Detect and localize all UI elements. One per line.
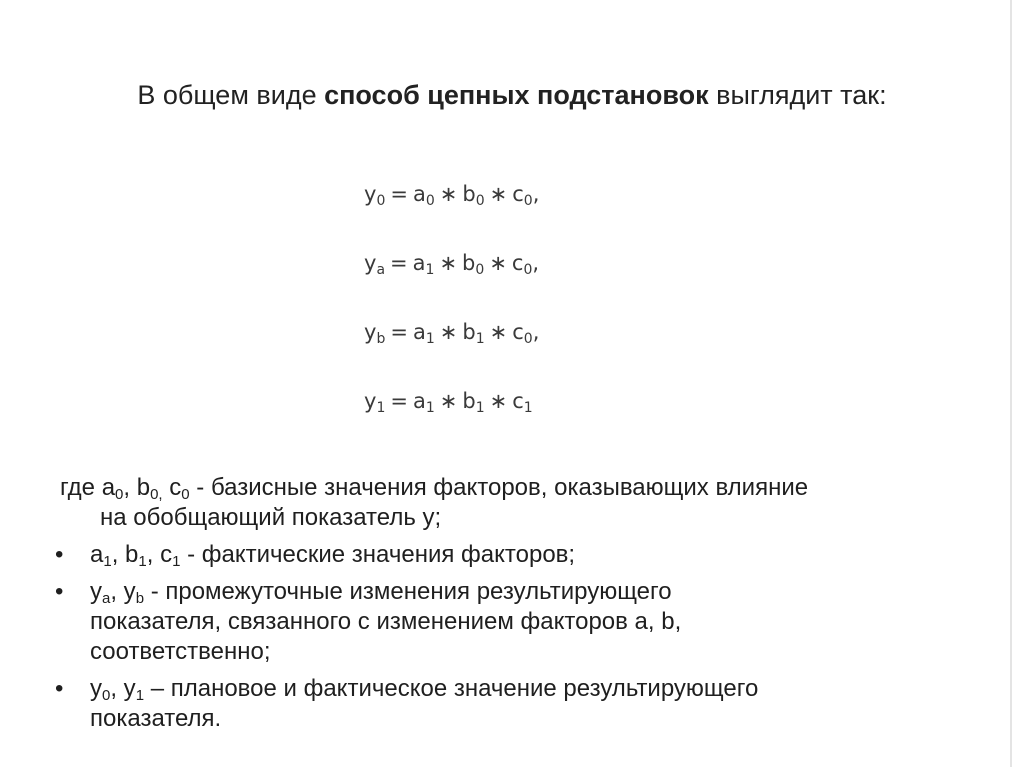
formula-comma: ,: [532, 320, 540, 344]
definition-text: c: [162, 474, 182, 501]
subscript: a: [102, 590, 111, 607]
definition-text: , y: [110, 578, 136, 605]
formula-var: y: [364, 320, 377, 344]
formula-operator: ∗: [439, 182, 458, 206]
formula-var: b: [462, 320, 476, 344]
definition-text: , b: [123, 474, 151, 501]
formula-var: y: [364, 251, 377, 275]
title-suffix: выглядит так:: [708, 80, 887, 110]
formula-subscript: 0: [475, 193, 485, 209]
formula-block: [364, 182, 539, 458]
formula-comma: ,: [532, 251, 540, 275]
formula-line: [364, 182, 539, 251]
definition-text: , y: [110, 675, 136, 702]
formula-var: c: [512, 389, 524, 413]
formula-subscript: 1: [425, 331, 435, 347]
title-bold: способ цепных подстановок: [324, 80, 709, 110]
definition-text: соответственно;: [90, 638, 271, 665]
subscript: 0,: [150, 486, 163, 503]
subscript: 1: [138, 553, 147, 570]
formula-subscript: 0: [475, 262, 485, 278]
definition-item: [55, 577, 985, 667]
formula-equals: =: [390, 182, 408, 206]
formula-line: [364, 389, 539, 458]
definition-text: показателя, связанного с изменением факторов a, b,: [90, 608, 682, 635]
formula-equals: =: [390, 251, 408, 275]
formula-subscript: 1: [475, 331, 485, 347]
definition-text: показателя.: [90, 705, 222, 732]
formula-subscript: 0: [376, 193, 386, 209]
formula-var: a: [412, 389, 426, 413]
formula-operator: ∗: [489, 251, 507, 275]
formula-operator: ∗: [439, 389, 458, 413]
formula-subscript: 1: [376, 400, 386, 416]
formula-comma: ,: [532, 182, 540, 206]
definition-text: a: [90, 541, 104, 568]
title-prefix: В общем виде: [137, 80, 325, 110]
formula-subscript: 1: [523, 400, 533, 416]
definition-continuation: на обобщающий показатель y;: [100, 504, 442, 531]
subscript: 0: [102, 687, 111, 704]
formula-equals: =: [390, 320, 408, 344]
subscript: 1: [135, 687, 145, 704]
formula-var: a: [412, 320, 426, 344]
slide-edge-line: [1010, 0, 1012, 767]
subscript: 1: [172, 553, 181, 570]
formula-var: c: [512, 182, 524, 206]
definition-text: y: [90, 578, 102, 605]
formula-subscript: b: [376, 331, 386, 347]
formula-operator: ∗: [439, 320, 458, 344]
formula-subscript: 0: [523, 193, 533, 209]
formula-operator: ∗: [489, 320, 508, 344]
definition-text: , c: [146, 541, 173, 568]
formula-subscript: 1: [425, 262, 435, 278]
definition-text: y: [90, 675, 102, 702]
definition-item: [55, 674, 985, 734]
formula-var: y: [364, 389, 377, 413]
definition-text: , b: [111, 541, 139, 568]
subscript: 0: [181, 486, 190, 503]
subscript: 0: [115, 486, 124, 503]
definition-text: – плановое и фактическое значение результирующего: [144, 675, 759, 702]
formula-subscript: 1: [425, 400, 435, 416]
definition-text: где a: [60, 474, 116, 501]
bullet-marker: •: [55, 541, 64, 568]
formula-var: c: [511, 251, 524, 275]
formula-operator: ∗: [489, 182, 508, 206]
formula-var: a: [412, 182, 426, 206]
definitions-list: [55, 473, 985, 734]
formula-subscript: 0: [523, 331, 533, 347]
bullet-marker: •: [55, 578, 64, 605]
formula-operator: ∗: [489, 389, 508, 413]
bullet-marker: •: [55, 675, 64, 702]
formula-line: [364, 320, 539, 389]
slide-title: [0, 78, 1024, 112]
formula-var: a: [412, 251, 426, 275]
subscript: b: [135, 590, 145, 607]
formula-var: b: [462, 251, 476, 275]
formula-operator: ∗: [439, 251, 458, 275]
formula-line: [364, 251, 539, 320]
formula-var: b: [462, 389, 476, 413]
definition-text: - фактические значения факторов;: [180, 541, 576, 568]
formula-subscript: a: [376, 262, 386, 278]
formula-subscript: 0: [425, 193, 435, 209]
formula-var: b: [462, 182, 476, 206]
formula-var: c: [512, 320, 524, 344]
formula-var: y: [364, 182, 377, 206]
definition-text: - базисные значения факторов, оказывающих влияние: [189, 474, 809, 501]
definition-text: - промежуточные изменения результирующего: [144, 578, 672, 605]
definition-item: [55, 540, 985, 570]
formula-equals: =: [390, 389, 408, 413]
definition-intro: [55, 473, 985, 533]
formula-subscript: 1: [475, 400, 485, 416]
subscript: 1: [103, 553, 112, 570]
formula-subscript: 0: [523, 262, 533, 278]
